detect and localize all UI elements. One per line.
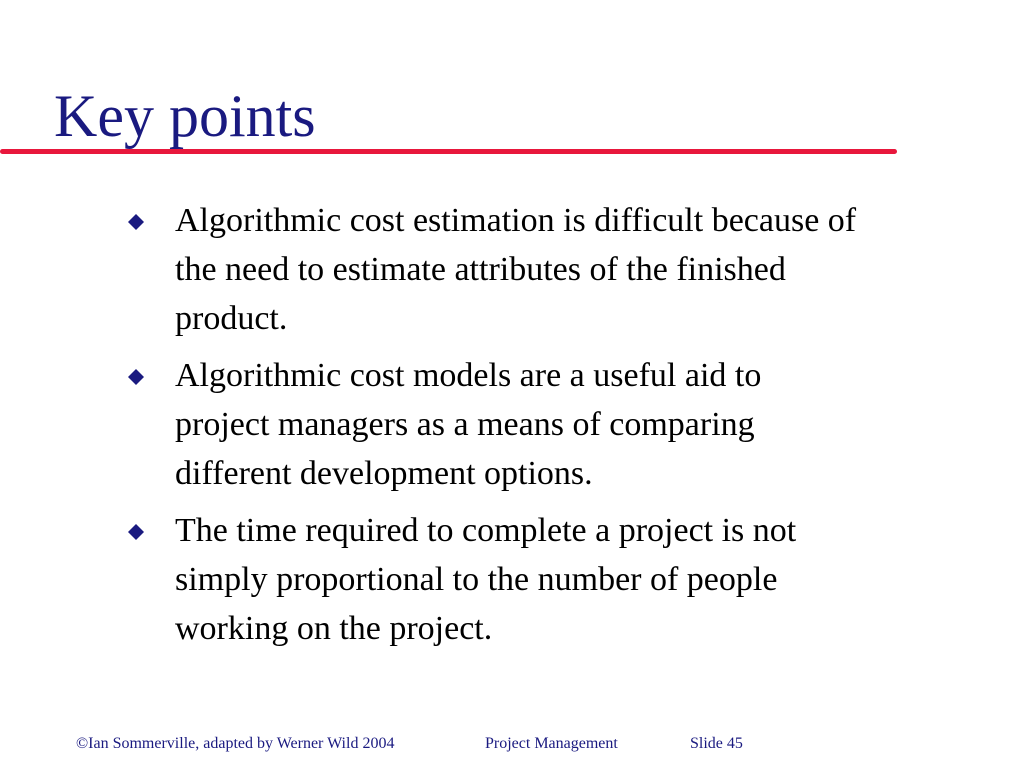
bullet-text: The time required to complete a project is not simply proportional to the number of people working on the project. [175,512,797,647]
footer-topic: Project Management [485,735,618,752]
bullet-text: Algorithmic cost estimation is difficult because of the need to estimate attributes of the finished product. [175,202,857,337]
diamond-icon [128,524,144,540]
slide-title: Key points [54,83,316,149]
footer-slide-number: Slide 45 [690,735,743,752]
bullet-list [120,196,990,661]
bullet-item [120,351,990,498]
title-underline [0,149,897,154]
bullet-item [120,196,990,343]
footer-copyright: ©Ian Sommerville, adapted by Werner Wild 2004 [76,735,395,752]
diamond-icon [128,369,144,385]
diamond-icon [128,214,144,230]
bullet-text: Algorithmic cost models are a useful aid to project managers as a means of comparing different development options. [175,357,762,492]
bullet-item [120,506,990,653]
